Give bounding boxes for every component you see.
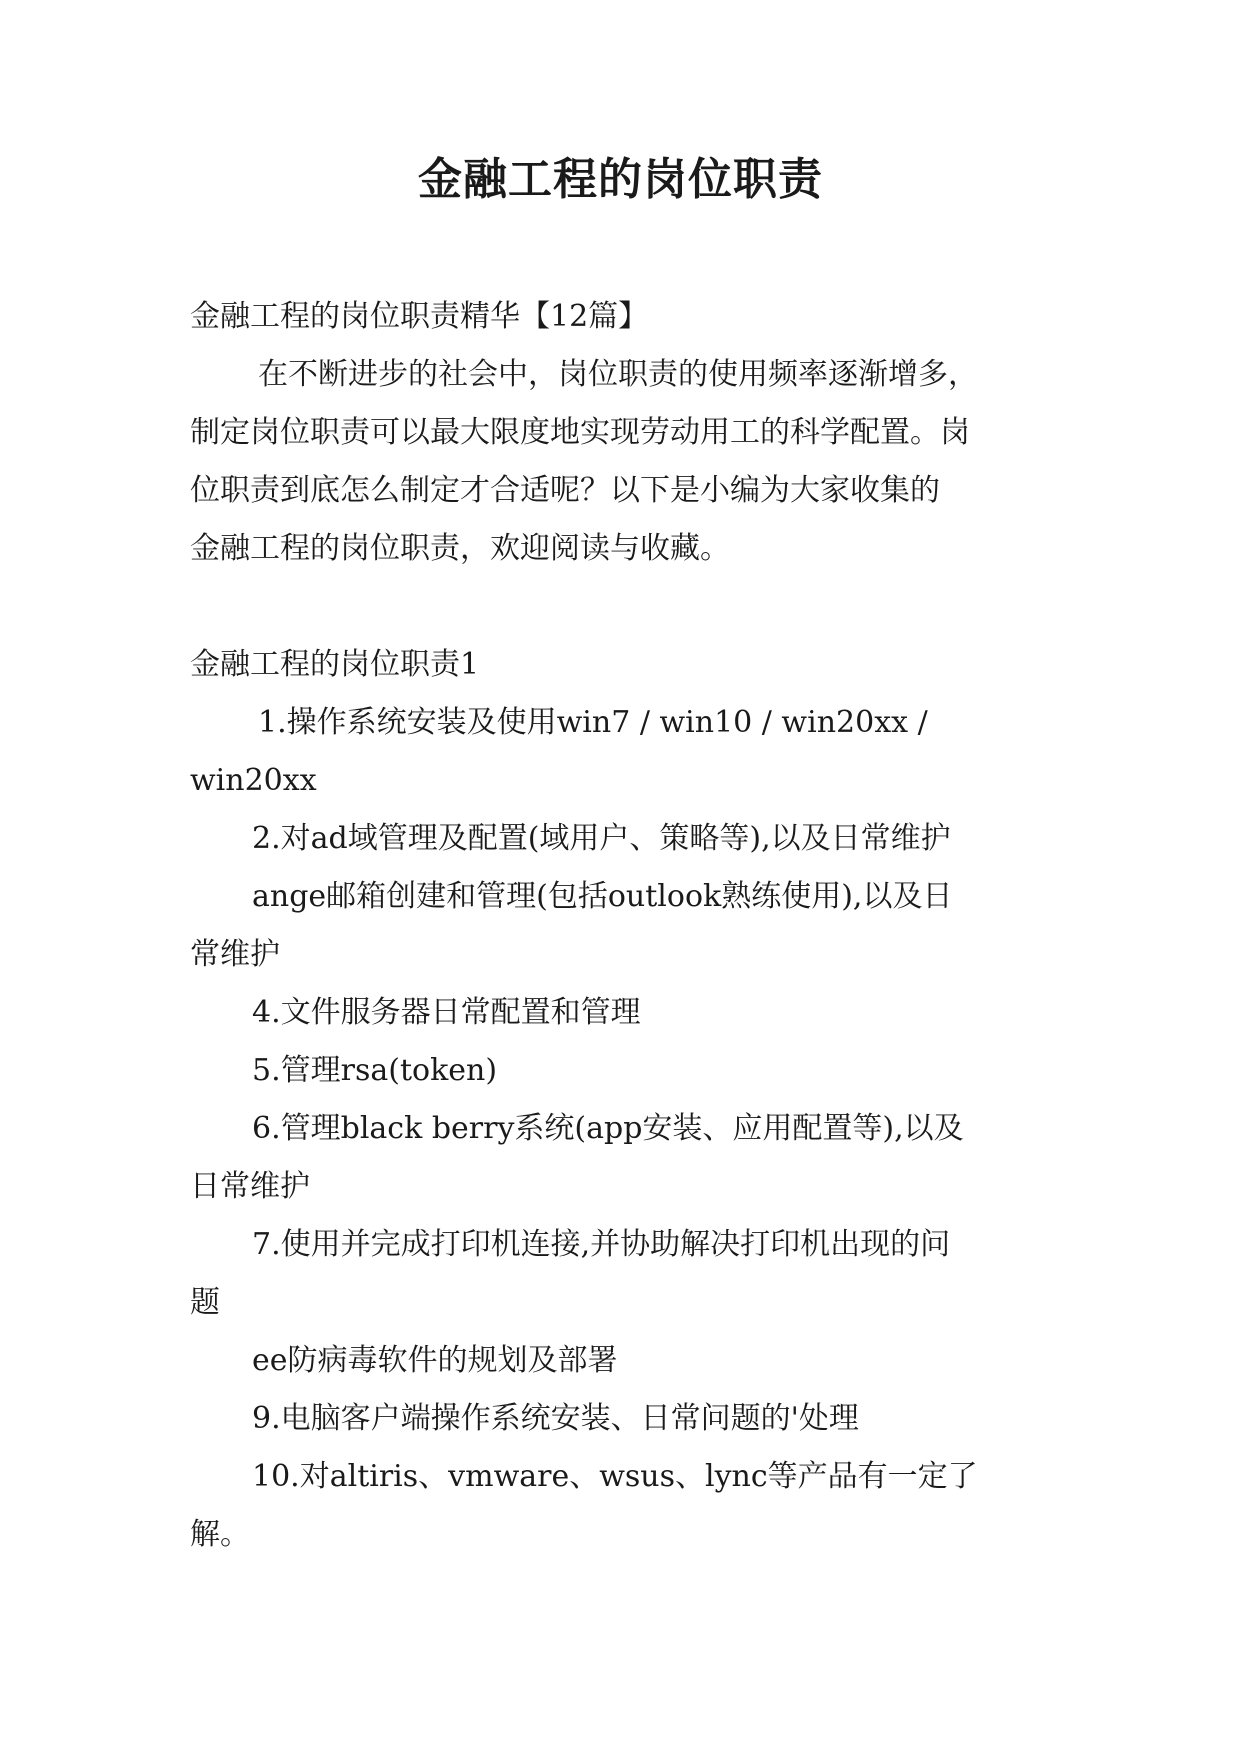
list-item-line: 1.操作系统安装及使用win7 / win10 / win20xx / (258, 705, 928, 740)
intro-line: 位职责到底怎么制定才合适呢？以下是小编为大家收集的 (190, 473, 940, 508)
list-item-continuation: 题 (190, 1285, 220, 1320)
paragraph-gap (190, 578, 1055, 636)
document-title: 金融工程的岗位职责 (418, 154, 823, 205)
intro-line: 制定岗位职责可以最大限度地实现劳动用工的科学配置。岗 (190, 415, 970, 450)
document-subtitle: 金融工程的岗位职责精华【12篇】 (190, 299, 649, 334)
section-heading: 金融工程的岗位职责1 (190, 647, 480, 682)
list-item-continuation: 常维护 (190, 937, 280, 972)
list-item-line: 4.文件服务器日常配置和管理 (252, 995, 641, 1030)
list-item-continuation: 解。 (190, 1517, 250, 1552)
list-item-line: 10.对altiris、vmware、wsus、lync等产品有一定了 (252, 1459, 978, 1494)
list-item-line: 2.对ad域管理及配置(域用户、策略等),以及日常维护 (252, 821, 951, 856)
intro-line: 在不断进步的社会中，岗位职责的使用频率逐渐增多， (258, 357, 978, 392)
list-item-line: 5.管理rsa(token) (252, 1053, 498, 1088)
list-item-line: ee防病毒软件的规划及部署 (252, 1343, 618, 1378)
document-body (190, 288, 1055, 1564)
list-item-continuation: 日常维护 (190, 1169, 310, 1204)
intro-line: 金融工程的岗位职责，欢迎阅读与收藏。 (190, 531, 730, 566)
list-item-continuation: win20xx (190, 763, 317, 798)
list-item-line: 6.管理black berry系统(app安装、应用配置等),以及 (252, 1111, 964, 1146)
list-item-line: 9.电脑客户端操作系统安装、日常问题的'处理 (252, 1401, 859, 1436)
list-item-line: 7.使用并完成打印机连接,并协助解决打印机出现的问 (252, 1227, 951, 1262)
list-item-line: ange邮箱创建和管理(包括outlook熟练使用),以及日 (252, 879, 953, 914)
